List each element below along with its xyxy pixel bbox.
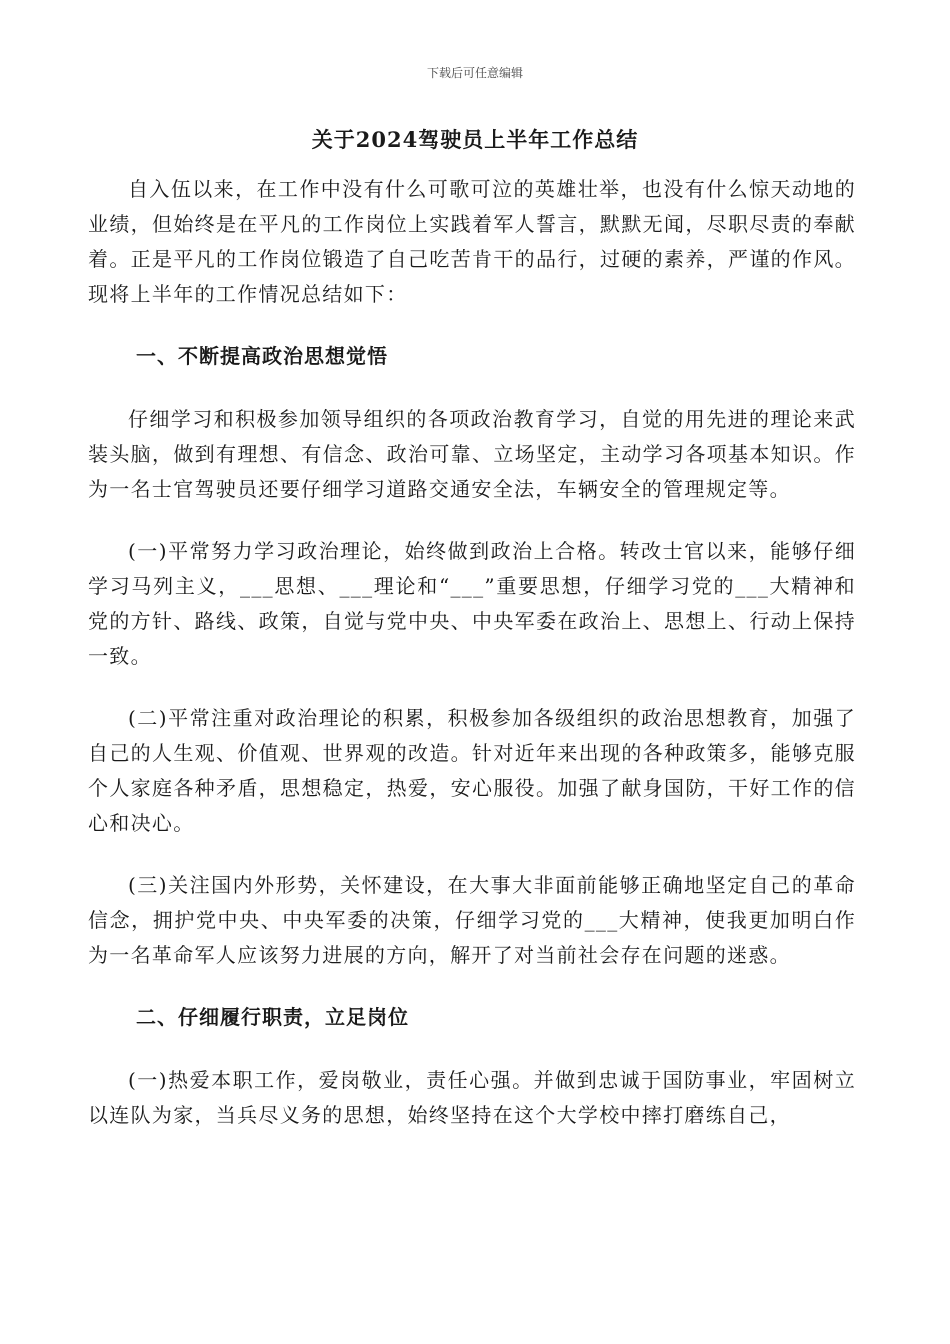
page-header: 下载后可任意编辑	[426, 66, 523, 80]
intro-paragraph: 自入伍以来，在工作中没有什么可歌可泣的英雄壮举，也没有什么惊天动地的业绩，但始终是在平凡的工作岗位上实践着军人誓言，默默无闻，尽职尽责的奉献着。正是平凡的工作岗位锻造了自己吃苦肯干的品行，过硬的素养，严谨的作风。现将上半年的工作情况总结如下：	[88, 177, 856, 306]
section-1-heading: 一、不断提高政治思想觉悟	[136, 344, 388, 368]
document-body	[88, 172, 856, 1160]
section-1-paragraph-2: (一)平常努力学习政治理论，始终做到政治上合格。转改士官以来，能够仔细学习马列主义，___思想、___理论和“___”重要思想，仔细学习党的___大精神和党的方针、路线、政策，自觉与党中央、中央军委在政治上、思想上、行动上保持一致。	[88, 539, 856, 668]
document-title: 关于2024驾驶员上半年工作总结	[311, 127, 639, 152]
section-1-paragraph-3: (二)平常注重对政治理论的积累，积极参加各级组织的政治思想教育，加强了自己的人生观、价值观、世界观的改造。针对近年来出现的各种政策多，能够克服个人家庭各种矛盾，思想稳定，热爱，安心服役。加强了献身国防，干好工作的信心和决心。	[88, 706, 856, 835]
section-2-heading: 二、仔细履行职责，立足岗位	[136, 1005, 409, 1029]
section-2-paragraph-1: (一)热爱本职工作，爱岗敬业，责任心强。并做到忠诚于国防事业，牢固树立以连队为家，当兵尽义务的思想，始终坚持在这个大学校中摔打磨练自己，	[88, 1068, 856, 1127]
section-1-paragraph-1: 仔细学习和积极参加领导组织的各项政治教育学习，自觉的用先进的理论来武装头脑，做到有理想、有信念、政治可靠、立场坚定，主动学习各项基本知识。作为一名士官驾驶员还要仔细学习道路交通安全法，车辆安全的管理规定等。	[88, 407, 856, 501]
section-1-paragraph-4: (三)关注国内外形势，关怀建设，在大事大非面前能够正确地坚定自己的革命信念，拥护党中央、中央军委的决策，仔细学习党的___大精神，使我更加明白作为一名革命军人应该努力进展的方向，解开了对当前社会存在问题的迷惑。	[88, 873, 856, 967]
